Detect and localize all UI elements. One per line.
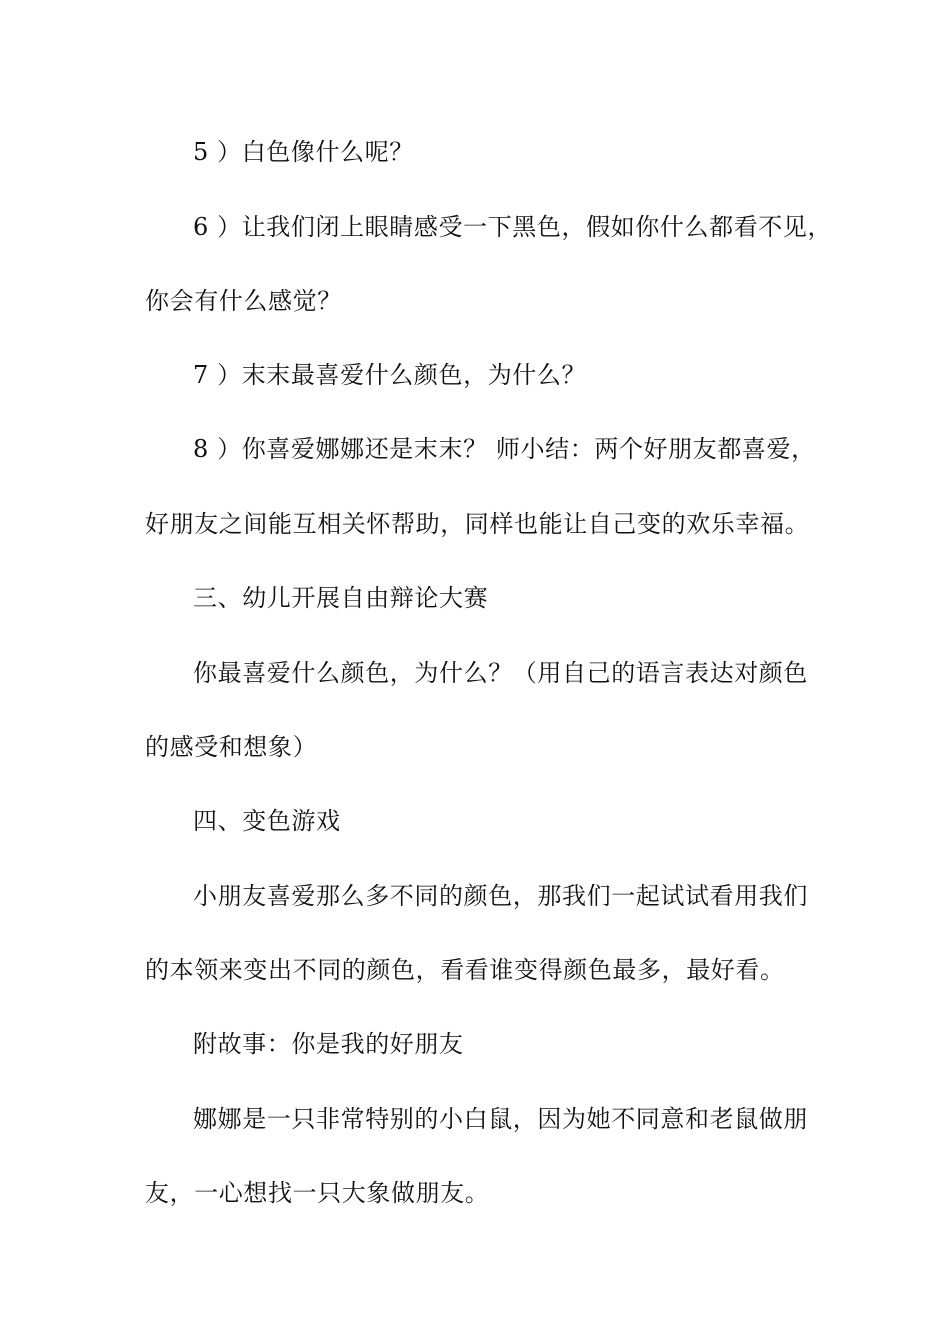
text-line-6: 好朋友之间能互相关怀帮助，同样也能让自己变的欢乐幸福。: [145, 510, 810, 538]
text-line-3: 你会有什么感觉？: [145, 287, 342, 315]
text-line-2: 6 ）让我们闭上眼睛感受一下黑色，假如你什么都看不见，: [193, 213, 833, 241]
text-line-9: 的感受和想象）: [145, 733, 318, 761]
story-title: 附故事：你是我的好朋友: [193, 1030, 464, 1058]
section-heading-three: 三、幼儿开展自由辩论大赛: [193, 584, 489, 612]
text-line-5: 8 ）你喜爱娜娜还是末末？ 师小结：两个好朋友都喜爱，: [193, 435, 816, 463]
text-line-15: 友，一心想找一只大象做朋友。: [145, 1179, 490, 1207]
text-line-12: 的本领来变出不同的颜色，看看谁变得颜色最多，最好看。: [145, 956, 785, 984]
section-heading-four: 四、变色游戏: [193, 807, 341, 835]
text-line-8: 你最喜爱什么颜色，为什么？（用自己的语言表达对颜色: [193, 659, 808, 687]
text-line-1: 5 ）白色像什么呢？: [193, 138, 414, 166]
text-line-11: 小朋友喜爱那么多不同的颜色，那我们一起试试看用我们: [193, 882, 808, 910]
text-line-14: 娜娜是一只非常特别的小白鼠，因为她不同意和老鼠做朋: [193, 1105, 808, 1133]
text-line-4: 7 ）末末最喜爱什么颜色，为什么？: [193, 361, 587, 389]
